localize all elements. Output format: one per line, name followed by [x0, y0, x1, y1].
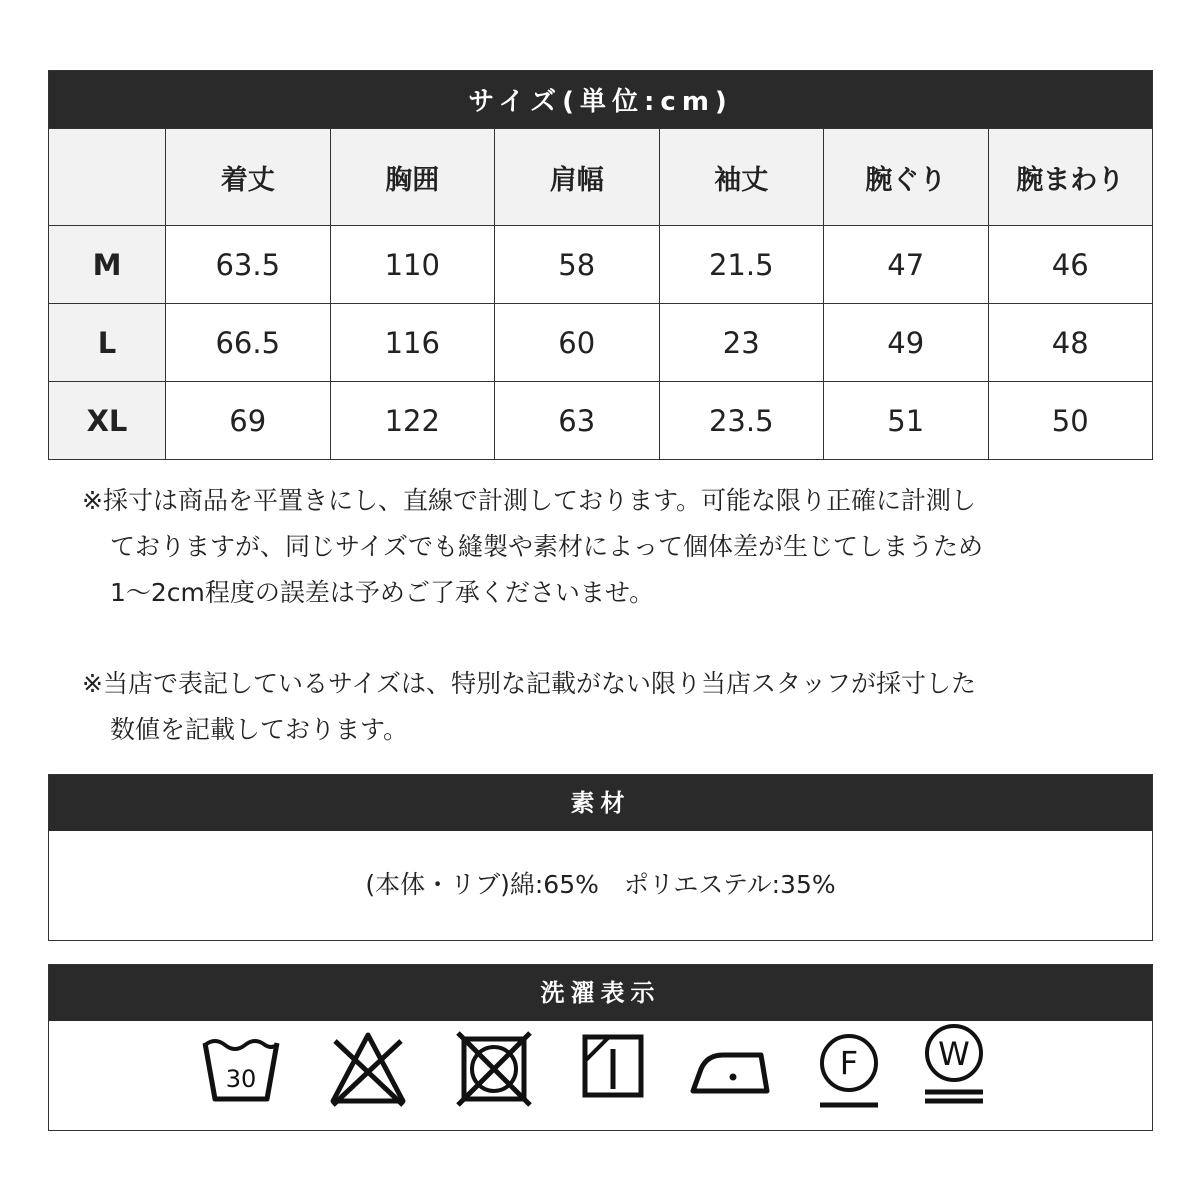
note-line: ※採寸は商品を平置きにし、直線で計測しております。可能な限り正確に計測し [82, 486, 976, 515]
size-table-title-row [49, 71, 1153, 129]
note-line: 数値を記載しております。 [110, 715, 409, 744]
table-cell: 58 [495, 226, 660, 304]
table-row [49, 382, 1153, 460]
table-cell: 48 [988, 304, 1153, 382]
table-cell: 66.5 [166, 304, 331, 382]
care-section [48, 964, 1153, 1131]
note-line: ておりますが、同じサイズでも縫製や素材によって個体差が生じてしまうため [110, 532, 984, 561]
header-length: 着丈 [166, 129, 331, 226]
table-cell: 122 [330, 382, 495, 460]
material-section [48, 774, 1153, 941]
table-cell: 69 [166, 382, 331, 460]
table-cell: 63 [495, 382, 660, 460]
size-table-title: サイズ(単位:cm) [49, 71, 1153, 129]
table-cell: 116 [330, 304, 495, 382]
table-cell: 110 [330, 226, 495, 304]
table-cell: 23.5 [659, 382, 824, 460]
material-title: 素材 [49, 775, 1152, 831]
wash-temperature: 30 [225, 1065, 257, 1093]
table-cell: 63.5 [166, 226, 331, 304]
size-label: L [49, 304, 166, 382]
iron-low-icon [689, 1029, 773, 1101]
table-cell: 49 [824, 304, 989, 382]
size-table [48, 70, 1153, 460]
line-dry-shade-icon [579, 1029, 647, 1101]
no-tumble-dry-icon [454, 1029, 534, 1109]
table-cell: 60 [495, 304, 660, 382]
table-cell: 51 [824, 382, 989, 460]
care-icons [49, 1021, 1152, 1129]
table-cell: 23 [659, 304, 824, 382]
table-cell: 21.5 [659, 226, 824, 304]
wash-30-icon [199, 1029, 283, 1107]
table-cell: 47 [824, 226, 989, 304]
material-text: (本体・リブ)綿:65% ポリエステル:35% [365, 870, 836, 899]
header-sleeve: 袖丈 [659, 129, 824, 226]
size-table-header-row [49, 129, 1153, 226]
table-row [49, 226, 1153, 304]
no-bleach-icon [327, 1029, 409, 1109]
measurement-note [82, 478, 1142, 616]
header-shoulder: 肩幅 [495, 129, 660, 226]
dry-clean-letter: F [839, 1044, 859, 1082]
header-arm-circumference: 腕まわり [988, 129, 1153, 226]
note-line: 1～2cm程度の誤差は予めご了承くださいませ。 [110, 578, 655, 607]
dry-clean-f-icon [814, 1029, 884, 1113]
wet-clean-w-icon [919, 1019, 989, 1119]
header-empty-cell [49, 129, 166, 226]
table-cell: 50 [988, 382, 1153, 460]
wet-clean-letter: W [938, 1035, 970, 1073]
size-label: M [49, 226, 166, 304]
size-source-note [82, 661, 1142, 753]
header-armhole: 腕ぐり [824, 129, 989, 226]
table-row [49, 304, 1153, 382]
table-cell: 46 [988, 226, 1153, 304]
header-chest: 胸囲 [330, 129, 495, 226]
care-title: 洗濯表示 [49, 965, 1152, 1021]
note-line: ※当店で表記しているサイズは、特別な記載がない限り当店スタッフが採寸した [82, 669, 976, 698]
size-label: XL [49, 382, 166, 460]
